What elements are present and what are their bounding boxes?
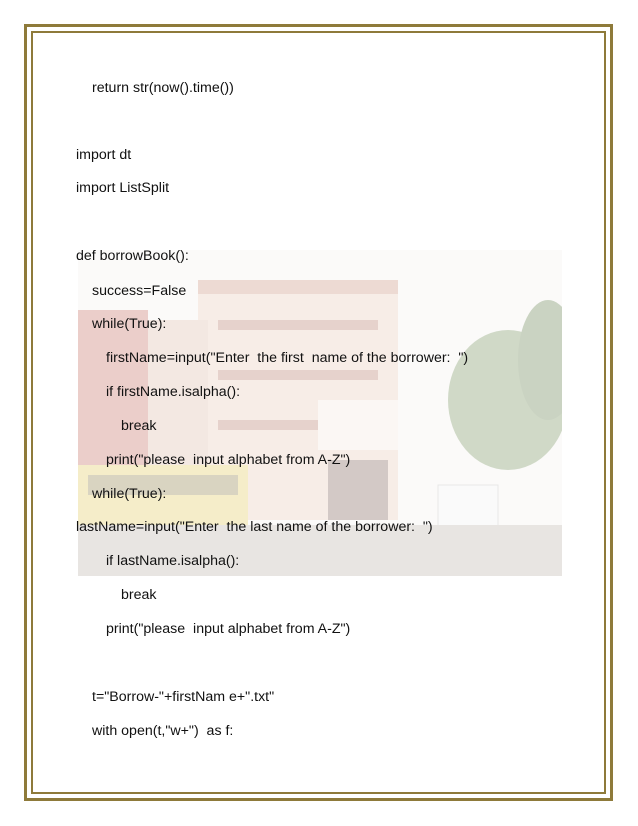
code-line: while(True): (92, 316, 167, 332)
code-line: with open(t,"w+") as f: (92, 723, 234, 739)
code-line: return str(now().time()) (92, 80, 234, 96)
code-line: firstName=input("Enter the first name of the borrower: ") (106, 350, 469, 366)
code-line: break (121, 587, 157, 603)
code-line: break (121, 418, 157, 434)
code-line: if firstName.isalpha(): (106, 384, 241, 400)
code-line: lastName=input("Enter the last name of the borrower: ") (76, 519, 433, 535)
code-line: success=False (92, 283, 187, 299)
code-line: import dt (76, 147, 132, 163)
code-line: print("please input alphabet from A-Z") (106, 621, 351, 637)
code-line: def borrowBook(): (76, 248, 189, 264)
code-line: if lastName.isalpha(): (106, 553, 240, 569)
code-line: print("please input alphabet from A-Z") (106, 452, 351, 468)
code-line: import ListSplit (76, 180, 170, 196)
code-line: while(True): (92, 486, 167, 502)
code-line: t="Borrow-"+firstNam e+".txt" (92, 689, 275, 705)
